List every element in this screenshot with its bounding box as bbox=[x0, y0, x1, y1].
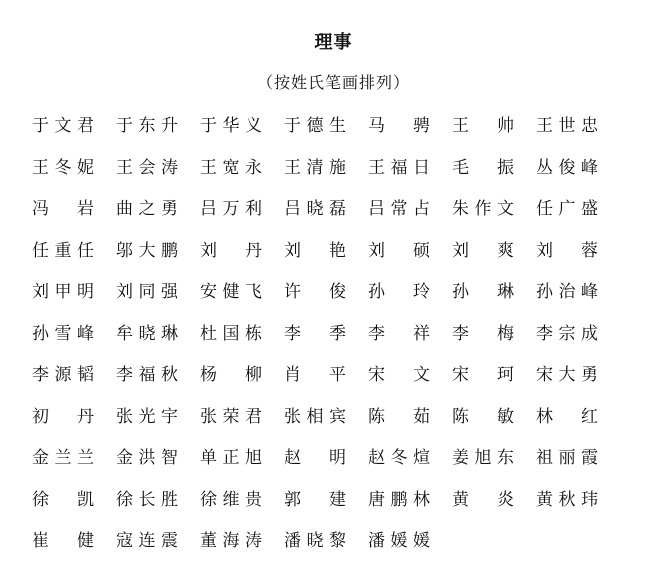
member-name: 赵 冬 煊 bbox=[368, 448, 430, 468]
name-row bbox=[32, 272, 632, 314]
member-name: 姜 旭 东 bbox=[452, 448, 514, 468]
member-name: 王 宽 永 bbox=[200, 157, 262, 178]
member-name: 王 福 日 bbox=[368, 157, 430, 178]
member-name: 孙 玲 bbox=[368, 282, 430, 302]
member-name: 宋 珂 bbox=[452, 365, 514, 385]
member-name: 李 源 韬 bbox=[32, 365, 94, 385]
member-name: 于 文 君 bbox=[32, 116, 94, 136]
member-name: 徐 凯 bbox=[32, 489, 94, 510]
member-name: 任 重 任 bbox=[32, 240, 94, 261]
member-name: 崔 健 bbox=[32, 531, 94, 551]
member-name: 肖 平 bbox=[284, 365, 346, 385]
member-name: 冯 岩 bbox=[32, 199, 94, 219]
page-title: 理事 bbox=[314, 32, 353, 53]
name-row bbox=[32, 521, 632, 563]
member-name: 王 清 施 bbox=[284, 157, 346, 178]
member-name: 李 宗 成 bbox=[536, 323, 598, 344]
member-name: 徐 维 贵 bbox=[200, 489, 262, 510]
member-name: 许 俊 bbox=[284, 282, 346, 302]
member-name: 金 兰 兰 bbox=[32, 448, 94, 468]
member-name: 董 海 涛 bbox=[200, 531, 262, 551]
member-name: 孙 雪 峰 bbox=[32, 323, 94, 344]
member-name: 杜 国 栋 bbox=[200, 323, 262, 344]
member-name: 初 丹 bbox=[32, 406, 94, 427]
member-name: 祖 丽 霞 bbox=[536, 448, 598, 468]
member-name: 于 德 生 bbox=[284, 116, 346, 136]
name-row bbox=[32, 397, 632, 439]
name-row bbox=[32, 189, 632, 231]
member-name: 刘 同 强 bbox=[116, 282, 178, 302]
member-name: 赵 明 bbox=[284, 448, 346, 468]
member-name: 王 冬 妮 bbox=[32, 157, 94, 178]
member-name: 吕 晓 磊 bbox=[284, 199, 346, 219]
member-name: 陈 茹 bbox=[368, 406, 430, 427]
member-name: 徐 长 胜 bbox=[116, 489, 178, 510]
member-name: 王 帅 bbox=[452, 116, 514, 136]
member-name: 宋 文 bbox=[368, 365, 430, 385]
member-name: 孙 治 峰 bbox=[536, 282, 598, 302]
name-row bbox=[32, 148, 632, 190]
member-name: 单 正 旭 bbox=[200, 448, 262, 468]
member-name: 张 荣 君 bbox=[200, 406, 262, 427]
member-name: 李 福 秋 bbox=[116, 365, 178, 385]
member-name: 林 红 bbox=[536, 406, 598, 427]
member-name: 邬 大 鹏 bbox=[116, 240, 178, 261]
member-name: 张 相 宾 bbox=[284, 406, 346, 427]
member-name: 王 会 涛 bbox=[116, 157, 178, 178]
member-name: 李 梅 bbox=[452, 323, 514, 344]
member-name: 刘 爽 bbox=[452, 240, 514, 261]
member-name: 吕 万 利 bbox=[200, 199, 262, 219]
member-name: 安 健 飞 bbox=[200, 282, 262, 302]
name-row bbox=[32, 106, 632, 148]
name-row bbox=[32, 231, 632, 273]
member-name: 张 光 宇 bbox=[116, 406, 178, 427]
member-name: 于 华 义 bbox=[200, 116, 262, 136]
member-name: 丛 俊 峰 bbox=[536, 157, 598, 178]
member-name: 马 骋 bbox=[368, 116, 430, 136]
member-name: 寇 连 震 bbox=[116, 531, 178, 551]
member-name: 杨 柳 bbox=[200, 365, 262, 385]
member-name: 唐 鹏 林 bbox=[368, 489, 430, 510]
member-name: 黄 炎 bbox=[452, 489, 514, 510]
member-name: 朱 作 文 bbox=[452, 199, 514, 219]
member-name: 曲 之 勇 bbox=[116, 199, 178, 219]
name-row bbox=[32, 480, 632, 522]
member-name: 李 季 bbox=[284, 323, 346, 344]
member-name: 刘 丹 bbox=[200, 240, 262, 261]
member-name: 牟 晓 琳 bbox=[116, 323, 178, 344]
member-name: 刘 硕 bbox=[368, 240, 430, 261]
member-name: 金 洪 智 bbox=[116, 448, 178, 468]
member-name: 黄 秋 玮 bbox=[536, 489, 598, 510]
member-name: 刘 艳 bbox=[284, 240, 346, 261]
member-name: 刘 甲 明 bbox=[32, 282, 94, 302]
member-name: 郭 建 bbox=[284, 489, 346, 510]
member-name: 潘 晓 黎 bbox=[284, 531, 346, 551]
member-name: 任 广 盛 bbox=[536, 199, 598, 219]
member-name: 孙 琳 bbox=[452, 282, 514, 302]
name-row bbox=[32, 438, 632, 480]
name-row bbox=[32, 314, 632, 356]
member-name: 潘 媛 媛 bbox=[368, 531, 430, 551]
member-name: 陈 敏 bbox=[452, 406, 514, 427]
member-name: 李 祥 bbox=[368, 323, 430, 344]
member-name: 毛 振 bbox=[452, 157, 514, 178]
page-subtitle: （按姓氏笔画排列） bbox=[256, 73, 410, 92]
member-name: 刘 蓉 bbox=[536, 240, 598, 261]
name-row bbox=[32, 355, 632, 397]
name-list bbox=[32, 106, 632, 563]
member-name: 吕 常 占 bbox=[368, 199, 430, 219]
member-name: 于 东 升 bbox=[116, 116, 178, 136]
member-name: 王 世 忠 bbox=[536, 116, 598, 136]
member-name: 宋 大 勇 bbox=[536, 365, 598, 385]
